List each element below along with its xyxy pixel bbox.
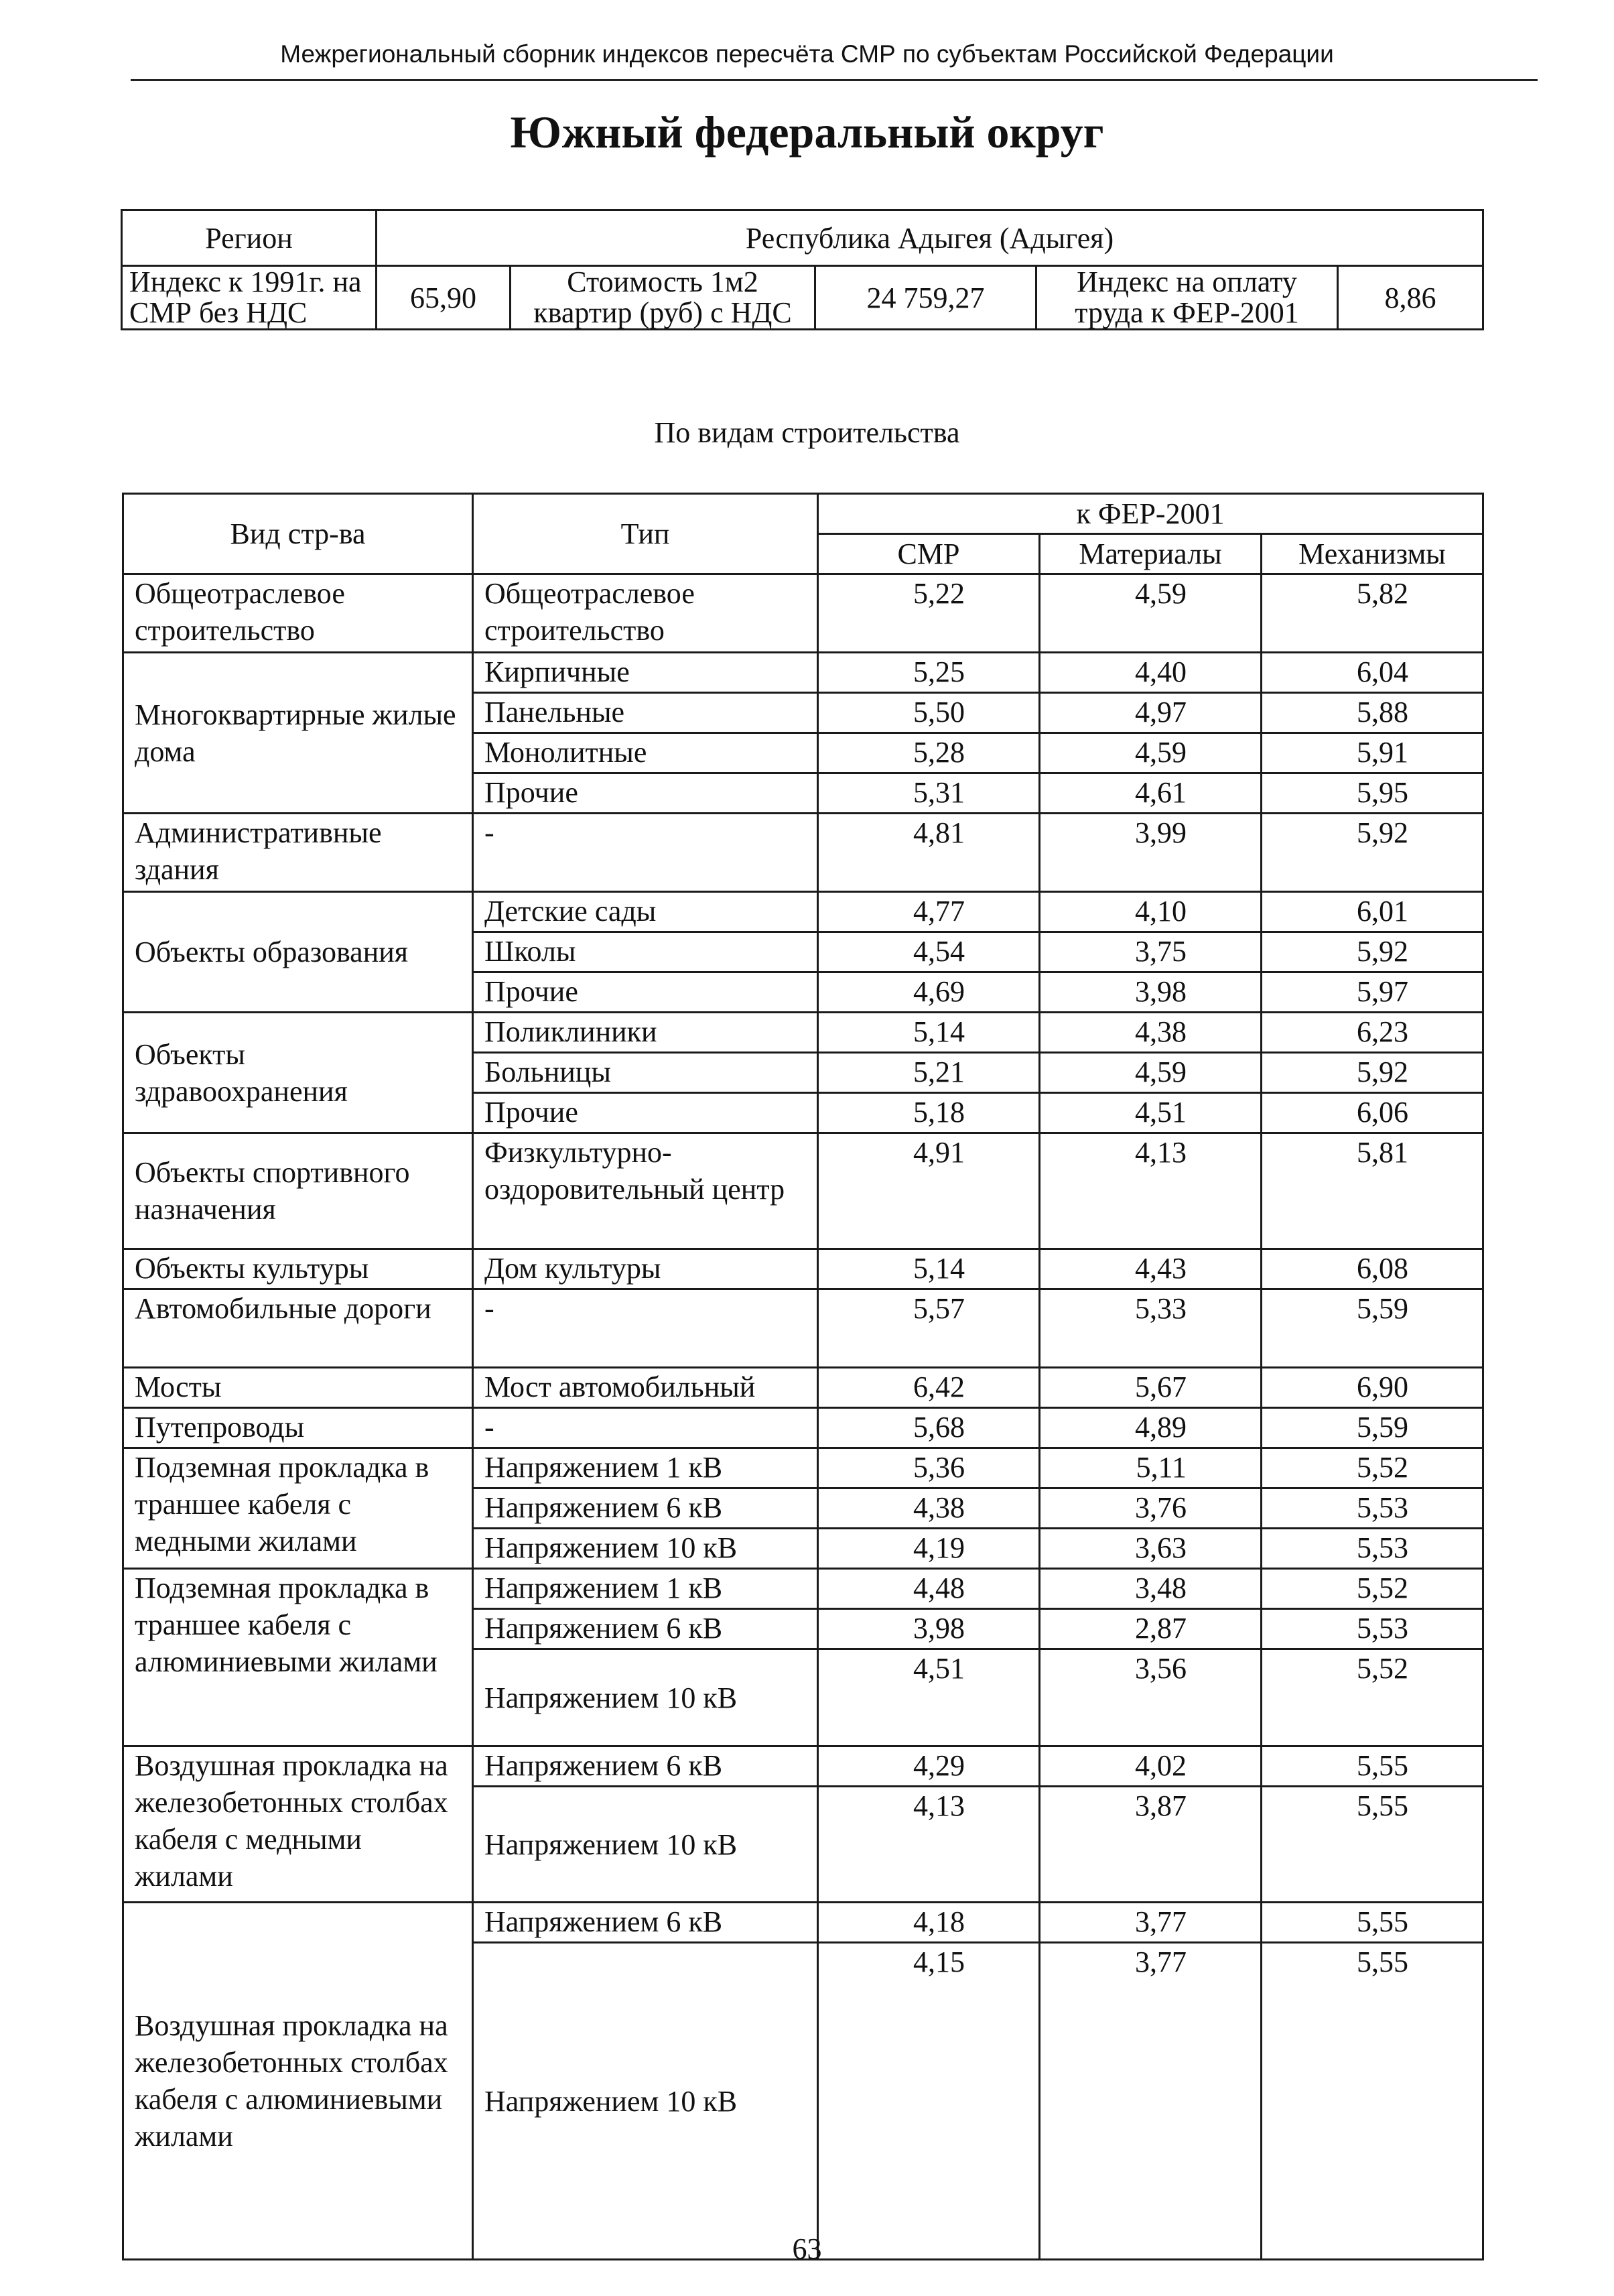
materials-value-cell: 3,56 <box>1040 1649 1262 1746</box>
type-cell: - <box>473 1408 818 1448</box>
type-cell: Прочие <box>473 773 818 814</box>
header-kind: Вид стр-ва <box>123 494 473 574</box>
smr-value-cell: 4,91 <box>818 1133 1040 1249</box>
table-row <box>123 1448 1483 1488</box>
indices-table <box>122 493 1484 2260</box>
type-cell: Кирпичные <box>473 653 818 693</box>
construction-kind-cell: Административные здания <box>123 814 473 892</box>
materials-value-cell: 4,59 <box>1040 574 1262 653</box>
type-cell: Физкультурно-оздоровительный центр <box>473 1133 818 1249</box>
construction-kind-cell: Общеотраслевое строительство <box>123 574 473 653</box>
header-smr: СМР <box>818 534 1040 574</box>
materials-value-cell: 3,99 <box>1040 814 1262 892</box>
materials-value-cell: 4,59 <box>1040 733 1262 773</box>
machines-value-cell: 6,08 <box>1262 1249 1483 1289</box>
machines-value-cell: 5,55 <box>1262 1746 1483 1787</box>
machines-value-cell: 5,52 <box>1262 1569 1483 1609</box>
construction-kind-cell: Многоквартирные жилые дома <box>123 653 473 814</box>
table-row <box>123 1289 1483 1368</box>
document-header: Межрегиональный сборник индексов пересчёта СМР по субъектам Российской Федерации <box>280 40 1334 68</box>
machines-value-cell: 5,59 <box>1262 1289 1483 1368</box>
type-cell: Детские сады <box>473 892 818 932</box>
machines-value-cell: 5,55 <box>1262 1787 1483 1903</box>
machines-value-cell: 5,53 <box>1262 1529 1483 1569</box>
region-row <box>122 210 1483 266</box>
header-rule <box>131 79 1538 81</box>
type-cell: Поликлиники <box>473 1013 818 1053</box>
machines-value-cell: 6,01 <box>1262 892 1483 932</box>
materials-value-cell: 3,87 <box>1040 1787 1262 1903</box>
header-type: Тип <box>473 494 818 574</box>
construction-kind-cell: Объекты образования <box>123 892 473 1013</box>
type-cell: Прочие <box>473 972 818 1013</box>
table-row <box>123 1249 1483 1289</box>
machines-value-cell: 5,55 <box>1262 1943 1483 2260</box>
type-cell: Прочие <box>473 1093 818 1133</box>
section-subtitle: По видам строительства <box>654 416 960 449</box>
materials-value-cell: 4,89 <box>1040 1408 1262 1448</box>
construction-kind-cell: Объекты спортивного назначения <box>123 1133 473 1249</box>
construction-kind-cell: Воздушная прокладка на железобетонных столбах кабеля с медными жилами <box>123 1746 473 1903</box>
construction-kind-cell: Подземная прокладка в траншее кабеля с алюминиевыми жилами <box>123 1569 473 1746</box>
materials-value-cell: 4,10 <box>1040 892 1262 932</box>
materials-value-cell: 4,38 <box>1040 1013 1262 1053</box>
labor-label: Индекс на оплату труда к ФЕР-2001 <box>1036 266 1338 330</box>
machines-value-cell: 5,91 <box>1262 733 1483 773</box>
machines-value-cell: 6,90 <box>1262 1368 1483 1408</box>
type-cell: Напряжением 1 кВ <box>473 1569 818 1609</box>
smr-value-cell: 4,51 <box>818 1649 1040 1746</box>
smr-value-cell: 5,31 <box>818 773 1040 814</box>
machines-value-cell: 5,53 <box>1262 1488 1483 1529</box>
region-label: Регион <box>122 210 377 266</box>
materials-value-cell: 2,87 <box>1040 1609 1262 1649</box>
smr-value-cell: 4,15 <box>818 1943 1040 2260</box>
materials-value-cell: 3,75 <box>1040 932 1262 972</box>
type-cell: Дом культуры <box>473 1249 818 1289</box>
table-row <box>123 892 1483 932</box>
construction-kind-cell: Объекты культуры <box>123 1249 473 1289</box>
type-cell: Общеотраслевое строительство <box>473 574 818 653</box>
materials-value-cell: 5,33 <box>1040 1289 1262 1368</box>
smr-value-cell: 4,29 <box>818 1746 1040 1787</box>
smr-value-cell: 5,21 <box>818 1053 1040 1093</box>
page-title: Южный федеральный округ <box>510 107 1104 157</box>
table-row <box>123 814 1483 892</box>
index-row <box>122 266 1483 330</box>
machines-value-cell: 6,06 <box>1262 1093 1483 1133</box>
type-cell: Напряжением 6 кВ <box>473 1488 818 1529</box>
construction-kind-cell: Воздушная прокладка на железобетонных столбах кабеля с алюминиевыми жилами <box>123 1903 473 2260</box>
table-row <box>123 1133 1483 1249</box>
materials-value-cell: 4,40 <box>1040 653 1262 693</box>
page-number: 63 <box>792 2232 822 2265</box>
machines-value-cell: 5,55 <box>1262 1903 1483 1943</box>
materials-value-cell: 5,67 <box>1040 1368 1262 1408</box>
smr-value-cell: 4,18 <box>818 1903 1040 1943</box>
materials-value-cell: 4,61 <box>1040 773 1262 814</box>
index-value: 65,90 <box>377 266 511 330</box>
construction-kind-cell: Автомобильные дороги <box>123 1289 473 1368</box>
smr-value-cell: 5,25 <box>818 653 1040 693</box>
smr-value-cell: 3,98 <box>818 1609 1040 1649</box>
index-label: Индекс к 1991г. на СМР без НДС <box>122 266 377 330</box>
smr-value-cell: 5,22 <box>818 574 1040 653</box>
materials-value-cell: 4,43 <box>1040 1249 1262 1289</box>
construction-kind-cell: Мосты <box>123 1368 473 1408</box>
smr-value-cell: 4,81 <box>818 814 1040 892</box>
machines-value-cell: 5,82 <box>1262 574 1483 653</box>
machines-value-cell: 5,92 <box>1262 932 1483 972</box>
machines-value-cell: 5,53 <box>1262 1609 1483 1649</box>
materials-value-cell: 3,77 <box>1040 1943 1262 2260</box>
table-body <box>123 574 1483 2260</box>
type-cell: Напряжением 6 кВ <box>473 1903 818 1943</box>
smr-value-cell: 5,50 <box>818 693 1040 733</box>
machines-value-cell: 5,88 <box>1262 693 1483 733</box>
smr-value-cell: 6,42 <box>818 1368 1040 1408</box>
machines-value-cell: 5,95 <box>1262 773 1483 814</box>
smr-value-cell: 5,68 <box>818 1408 1040 1448</box>
table-row <box>123 1013 1483 1053</box>
materials-value-cell: 4,51 <box>1040 1093 1262 1133</box>
smr-value-cell: 5,18 <box>818 1093 1040 1133</box>
materials-value-cell: 3,77 <box>1040 1903 1262 1943</box>
type-cell: Напряжением 10 кВ <box>473 1529 818 1569</box>
table-row <box>123 574 1483 653</box>
table-row <box>123 1368 1483 1408</box>
header-fer-group: к ФЕР-2001 <box>818 494 1483 534</box>
materials-value-cell: 3,76 <box>1040 1488 1262 1529</box>
smr-value-cell: 4,19 <box>818 1529 1040 1569</box>
machines-value-cell: 5,97 <box>1262 972 1483 1013</box>
materials-value-cell: 3,98 <box>1040 972 1262 1013</box>
smr-value-cell: 4,54 <box>818 932 1040 972</box>
table-header-row <box>123 494 1483 534</box>
machines-value-cell: 5,92 <box>1262 814 1483 892</box>
cost-label: Стоимость 1м2 квартир (руб) с НДС <box>511 266 815 330</box>
machines-value-cell: 5,59 <box>1262 1408 1483 1448</box>
region-table <box>121 209 1484 330</box>
type-cell: Напряжением 10 кВ <box>473 1943 818 2260</box>
type-cell: Напряжением 6 кВ <box>473 1609 818 1649</box>
materials-value-cell: 4,59 <box>1040 1053 1262 1093</box>
smr-value-cell: 4,48 <box>818 1569 1040 1609</box>
type-cell: Напряжением 10 кВ <box>473 1787 818 1903</box>
table-row <box>123 1408 1483 1448</box>
table-row <box>123 1569 1483 1609</box>
type-cell: Больницы <box>473 1053 818 1093</box>
type-cell: Монолитные <box>473 733 818 773</box>
machines-value-cell: 5,52 <box>1262 1448 1483 1488</box>
smr-value-cell: 4,38 <box>818 1488 1040 1529</box>
type-cell: Напряжением 6 кВ <box>473 1746 818 1787</box>
smr-value-cell: 4,13 <box>818 1787 1040 1903</box>
type-cell: Мост автомобильный <box>473 1368 818 1408</box>
machines-value-cell: 5,81 <box>1262 1133 1483 1249</box>
type-cell: Школы <box>473 932 818 972</box>
materials-value-cell: 4,02 <box>1040 1746 1262 1787</box>
machines-value-cell: 6,23 <box>1262 1013 1483 1053</box>
materials-value-cell: 4,97 <box>1040 693 1262 733</box>
smr-value-cell: 4,69 <box>818 972 1040 1013</box>
smr-value-cell: 5,36 <box>818 1448 1040 1488</box>
materials-value-cell: 4,13 <box>1040 1133 1262 1249</box>
smr-value-cell: 5,14 <box>818 1249 1040 1289</box>
materials-value-cell: 5,11 <box>1040 1448 1262 1488</box>
cost-value: 24 759,27 <box>815 266 1036 330</box>
labor-value: 8,86 <box>1338 266 1483 330</box>
materials-value-cell: 3,48 <box>1040 1569 1262 1609</box>
materials-value-cell: 3,63 <box>1040 1529 1262 1569</box>
construction-kind-cell: Объекты здравоохранения <box>123 1013 473 1133</box>
type-cell: - <box>473 814 818 892</box>
type-cell: - <box>473 1289 818 1368</box>
smr-value-cell: 4,77 <box>818 892 1040 932</box>
region-value: Республика Адыгея (Адыгея) <box>377 210 1483 266</box>
header-machines: Механизмы <box>1262 534 1483 574</box>
machines-value-cell: 5,52 <box>1262 1649 1483 1746</box>
type-cell: Напряжением 10 кВ <box>473 1649 818 1746</box>
table-row <box>123 653 1483 693</box>
table-row <box>123 1746 1483 1787</box>
table-row <box>123 1903 1483 1943</box>
machines-value-cell: 5,92 <box>1262 1053 1483 1093</box>
smr-value-cell: 5,57 <box>818 1289 1040 1368</box>
smr-value-cell: 5,28 <box>818 733 1040 773</box>
construction-kind-cell: Подземная прокладка в траншее кабеля с медными жилами <box>123 1448 473 1569</box>
construction-kind-cell: Путепроводы <box>123 1408 473 1448</box>
header-materials: Материалы <box>1040 534 1262 574</box>
smr-value-cell: 5,14 <box>818 1013 1040 1053</box>
type-cell: Панельные <box>473 693 818 733</box>
machines-value-cell: 6,04 <box>1262 653 1483 693</box>
type-cell: Напряжением 1 кВ <box>473 1448 818 1488</box>
